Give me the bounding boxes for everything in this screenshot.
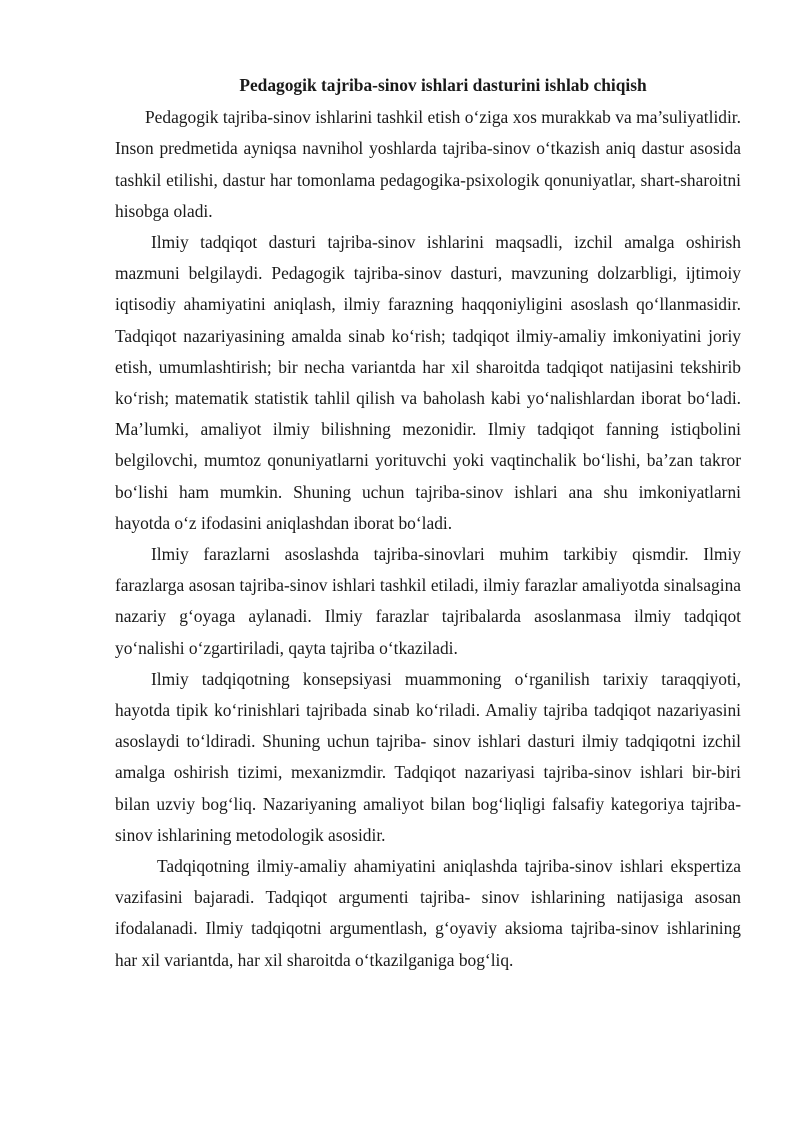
paragraph-1: Pedagogik tajriba-sinov ishlarini tashkil etish o‘ziga xos murakkab va ma’suliyatlidir. Inson predmetida ayniqsa navnihol yoshlarda tajriba-sinov o‘tkazish aniq dastur asosida tashkil etilishi, dastur har tomonlama pedagogika-psixologik qonuniyatlar, shart-sharoitni hisobga oladi. bbox=[115, 107, 741, 221]
paragraph-2: Ilmiy tadqiqot dasturi tajriba-sinov ishlarini maqsadli, izchil amalga oshirish mazmuni belgilaydi. Pedagogik tajriba-sinov dasturi, mavzuning dolzarbligi, ijtimoiy iqtisodiy ahamiyatini aniqlash, ilmiy farazning haqqoniyligini asoslash qo‘llanmasidir. Tadqiqot nazariyasining amalda sinab ko‘rish; tadqiqot ilmiy-amaliy imkoniyatini joriy etish, umumlashtirish; bir necha variantda har xil sharoitda tadqiqot natijasini tekshirib ko‘rish; matematik statistik tahlil qilish va baholash kabi yo‘nalishlardan iborat bo‘ladi. Ma’lumki, amaliyot ilmiy bilishning mezonidir. Ilmiy tadqiqot fanning istiqbolini belgilovchi, mumtoz qonuniyatlarni yorituvchi yoki vaqtinchalik bo‘lishi, ba’zan takror bo‘lishi ham mumkin. Shuning uchun tajriba-sinov ishlari ana shu imkoniyatlarni hayotda o‘z ifodasini aniqlashdan iborat bo‘ladi. bbox=[115, 232, 741, 533]
paragraph-3: Ilmiy farazlarni asoslashda tajriba-sinovlari muhim tarkibiy qismdir. Ilmiy farazlarga asosan tajriba-sinov ishlari tashkil etiladi, ilmiy farazlar amaliyotda sinalsagina nazariy g‘oyaga aylanadi. Ilmiy farazlar tajribalarda asoslanmasa ilmiy tadqiqot yo‘nalishi o‘zgartiriladi, qayta tajriba o‘tkaziladi. bbox=[115, 544, 741, 658]
document-title: Pedagogik tajriba-sinov ishlari dasturini ishlab chiqish bbox=[239, 75, 647, 95]
document-page bbox=[115, 70, 741, 976]
paragraph-4: Ilmiy tadqiqotning konsepsiyasi muammoning o‘rganilish tarixiy taraqqiyoti, hayotda tipik ko‘rinishlari tajribada sinab ko‘riladi. Amaliy tajriba tadqiqot nazariyasini asoslaydi to‘ldiradi. Shuning uchun tajriba- sinov ishlari dasturi ilmiy tadqiqotni izchil amalga oshirish tizimi, mexanizmdir. Tadqiqot nazariyasi tajriba-sinov ishlari bir-biri bilan uzviy bog‘liq. Nazariyaning amaliyot bilan bog‘liqligi falsafiy kategoriya tajriba-sinov ishlarining metodologik asosidir. bbox=[115, 668, 741, 845]
paragraph-5: Tadqiqotning ilmiy-amaliy ahamiyatini aniqlashda tajriba-sinov ishlari ekspertiza vazifasini bajaradi. Tadqiqot argumenti tajriba- sinov ishlarining natijasiga asosan ifodalanadi. Ilmiy tadqiqotni argumentlash, g‘oyaviy aksioma tajriba-sinov ishlarining har xil variantda, har xil sharoitda o‘tkazilganiga bog‘liq. bbox=[115, 856, 741, 970]
